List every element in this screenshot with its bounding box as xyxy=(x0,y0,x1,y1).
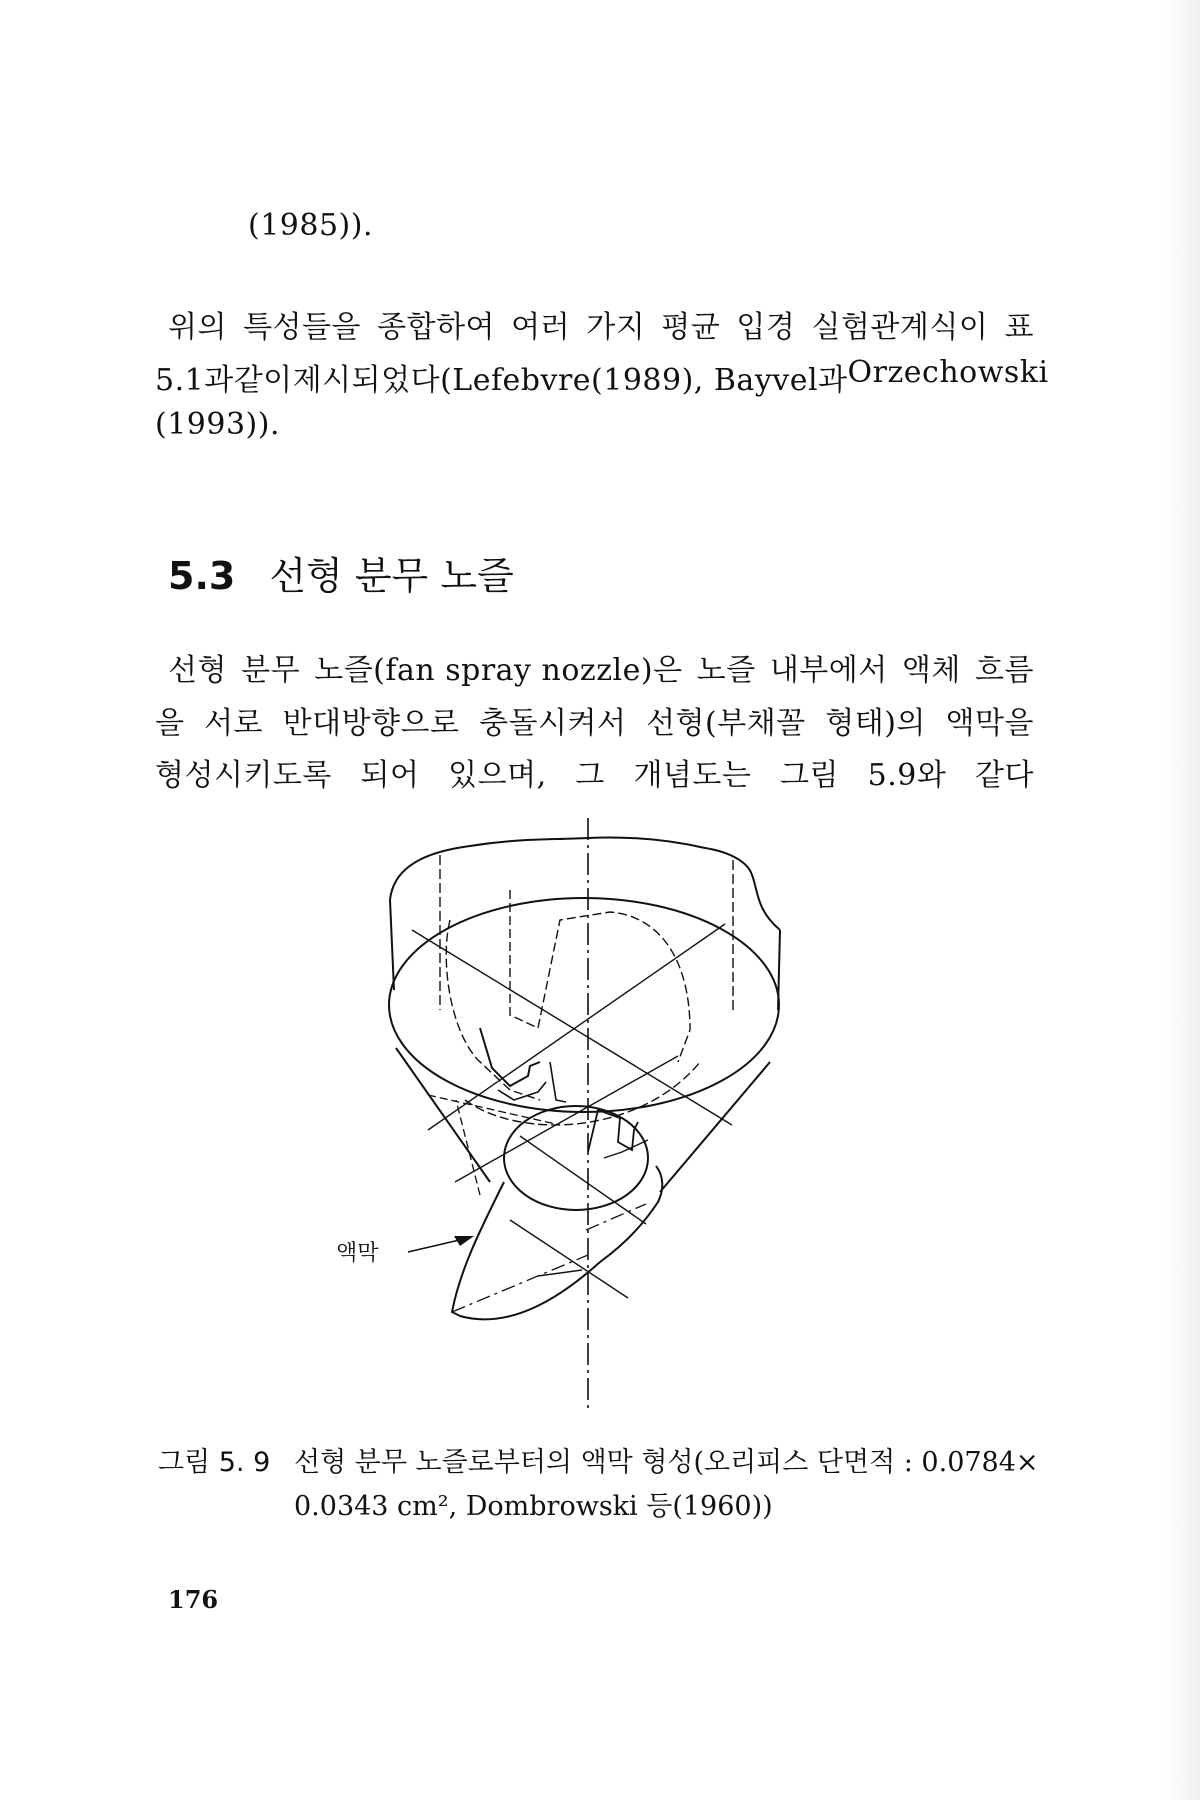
figure-fan-spray-nozzle xyxy=(336,800,800,1424)
word: 5.1과 xyxy=(155,363,234,398)
sheet-axis xyxy=(452,1255,588,1312)
word: 실험관계식이 xyxy=(811,310,989,345)
paragraph-1-line-1 xyxy=(168,302,1034,346)
caption-text-line-2: 0.0343 cm², Dombrowski 등(1960)) xyxy=(294,1491,773,1522)
word: 가지 xyxy=(586,310,646,345)
liquid-sheet xyxy=(452,1166,662,1319)
word: 흐름 xyxy=(975,653,1034,688)
word: 노즐(fan spray nozzle)은 xyxy=(314,653,683,688)
nozzle-base-ellipse xyxy=(389,898,779,1112)
word: 반대방향으로 xyxy=(282,706,460,741)
word: 종합하여 xyxy=(377,310,496,345)
citation-continuation: (1985)). xyxy=(248,208,373,243)
word: 분무 xyxy=(241,653,301,688)
cone-right xyxy=(660,1062,770,1192)
word: 형성시키도록 xyxy=(155,758,332,793)
section-number: 5.3 xyxy=(168,554,236,598)
paragraph-2-line-2 xyxy=(155,698,1034,742)
orifice-diagonal xyxy=(455,1056,678,1182)
word: 그 xyxy=(575,758,605,793)
word: 충돌시켜서 xyxy=(479,706,627,741)
word: 형태)의 xyxy=(825,706,926,741)
word: 위의 xyxy=(168,310,227,345)
paragraph-2-line-1 xyxy=(168,645,1034,689)
word: 입경 xyxy=(736,310,796,345)
word: 5.9와 xyxy=(867,758,947,793)
word: 선형 xyxy=(168,653,227,688)
page-number: 176 xyxy=(168,1585,219,1614)
paragraph-2-line-3 xyxy=(155,750,1034,794)
word: 을 xyxy=(155,706,185,741)
diagonal xyxy=(412,930,732,1125)
paragraph-1-line-2 xyxy=(155,355,1049,399)
word: 액체 xyxy=(901,653,961,688)
word: 액막을 xyxy=(945,706,1034,741)
word: 제시되었다(Lefebvre(1989), Bayvel과 xyxy=(292,363,848,398)
section-heading xyxy=(168,545,514,600)
caption-text-line-1: 선형 분무 노즐로부터의 액막 형성(오리피스 단면적 : 0.0784× xyxy=(294,1447,1039,1478)
liquid-film-label: 액막 xyxy=(336,1241,379,1266)
page-edge-shadow xyxy=(1160,0,1200,1800)
internal-arc xyxy=(465,1062,700,1125)
word: 되어 xyxy=(360,758,420,793)
impinging-channel xyxy=(480,1028,540,1086)
cone-hidden xyxy=(456,1100,480,1195)
figure-number: 그림 5. 9 xyxy=(158,1447,271,1478)
internal-chamber xyxy=(446,890,690,1100)
paragraph-1-line-3: (1993)). xyxy=(155,407,280,442)
word: 평균 xyxy=(661,310,721,345)
orifice-ellipse xyxy=(504,1106,648,1210)
cone-left xyxy=(396,1048,490,1182)
word: 개념도는 xyxy=(633,758,752,793)
impinging-channel xyxy=(550,1062,566,1102)
word: 내부에서 xyxy=(769,653,888,688)
orifice-channel xyxy=(588,1110,638,1152)
figure-caption xyxy=(158,1440,1039,1522)
word: 노즐 xyxy=(696,653,756,688)
word: 표 xyxy=(1004,310,1034,345)
diagonal xyxy=(428,924,725,1130)
word: 특성들을 xyxy=(243,310,361,345)
word: 같이 xyxy=(233,363,293,398)
word: 선형(부채꼴 xyxy=(646,706,806,741)
word: 그림 xyxy=(780,758,839,793)
nozzle-diagram-svg xyxy=(336,800,800,1420)
nozzle-left-wall xyxy=(390,900,394,990)
word: 여러 xyxy=(511,310,571,345)
word: 같다 xyxy=(975,758,1034,793)
film-arrowhead xyxy=(454,1236,474,1246)
section-title: 선형 분무 노즐 xyxy=(269,554,514,598)
word: 있으며, xyxy=(448,758,547,793)
orifice-channel xyxy=(604,1140,648,1158)
word: Orzechowski xyxy=(847,355,1049,390)
word: 서로 xyxy=(204,706,264,741)
